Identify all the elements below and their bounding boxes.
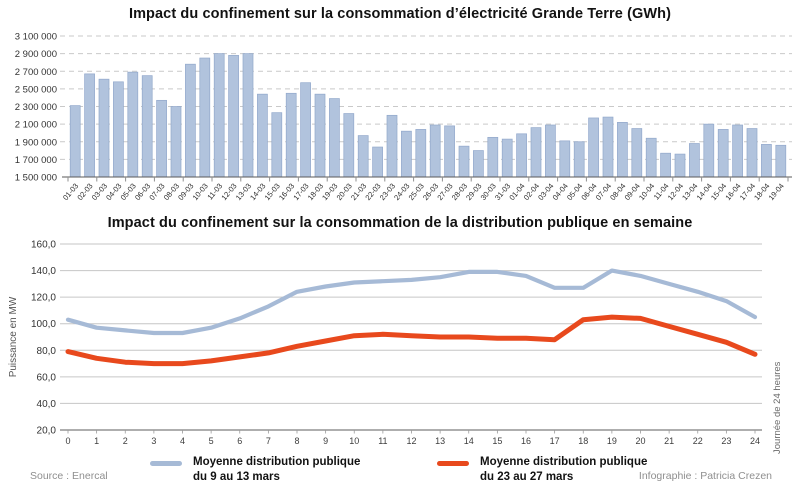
x-tick-label: 16-04: [723, 181, 743, 202]
source-text: Source : Enercal: [30, 470, 108, 482]
y-tick-label: 60,0: [36, 372, 56, 384]
bar: [315, 94, 325, 177]
x-tick-label: 18-04: [752, 181, 772, 202]
bar: [229, 55, 239, 177]
x-tick-label: 07-04: [593, 181, 614, 202]
legend-line-2: du 9 au 13 mars: [193, 470, 280, 483]
x-tick-label: 17-04: [737, 181, 758, 202]
x-tick-label: 05-03: [118, 181, 138, 202]
x-tick-label: 17: [549, 436, 560, 446]
x-tick-label: 12: [406, 436, 417, 446]
bar: [85, 74, 95, 177]
x-tick-label: 23-03: [377, 181, 398, 202]
legend-line-1: Moyenne distribution publique: [193, 456, 361, 468]
x-tick-label: 06-03: [133, 181, 153, 202]
y-tick-label: 100,0: [30, 319, 56, 331]
x-tick-label: 24-03: [392, 181, 412, 202]
bar: [632, 129, 642, 177]
y-tick-label: 2 300 000: [14, 102, 57, 113]
x-tick-label: 10: [349, 436, 360, 446]
bar: [344, 114, 354, 177]
x-tick-label: 10-03: [190, 181, 210, 202]
bar: [113, 82, 123, 177]
bar: [185, 64, 195, 177]
bar: [401, 131, 411, 177]
right-axis-note: Journée de 24 heures: [772, 361, 783, 454]
bar: [99, 79, 109, 177]
bar: [517, 134, 527, 177]
bar: [718, 129, 728, 177]
y-tick-label: 1 500 000: [14, 172, 57, 184]
x-tick-label: 08-03: [161, 181, 182, 202]
x-tick-label: 04-03: [104, 181, 124, 202]
x-tick-label: 6: [237, 436, 243, 446]
x-tick-label: 13-04: [680, 181, 700, 202]
legend-item-mars-23-27: [437, 455, 647, 485]
credit-text: Infographie : Patricia Crezen: [638, 470, 772, 482]
x-tick-label: 15: [492, 436, 503, 446]
x-tick-label: 11-04: [651, 181, 671, 202]
bar: [301, 83, 311, 177]
legend-label-mars-23-27: [480, 455, 647, 485]
y-tick-label: 40,0: [36, 398, 56, 410]
y-tick-label: 80,0: [36, 345, 56, 357]
bar-chart-svg: [0, 0, 800, 212]
bar: [704, 124, 714, 177]
x-tick-label: 01-04: [507, 181, 527, 202]
bar: [545, 125, 555, 177]
x-tick-label: 02-03: [75, 181, 95, 202]
x-tick-label: 31-03: [493, 181, 513, 202]
bar: [459, 146, 469, 177]
bar: [589, 118, 599, 177]
x-tick-label: 24: [749, 436, 761, 446]
x-tick-label: 10-04: [637, 181, 657, 202]
x-tick-label: 27-03: [435, 181, 455, 202]
x-tick-label: 21: [664, 436, 675, 446]
x-tick-label: 09-04: [622, 181, 642, 202]
x-tick-label: 14-04: [694, 181, 714, 202]
bar: [200, 58, 210, 177]
x-tick-label: 1: [94, 436, 100, 446]
y-tick-label: 1 900 000: [14, 137, 57, 149]
x-tick-label: 11-03: [205, 181, 225, 202]
bar: [617, 122, 627, 177]
bar: [70, 106, 80, 177]
x-tick-label: 3: [151, 436, 157, 446]
bar: [733, 125, 743, 177]
y-tick-label: 140,0: [30, 266, 56, 278]
x-tick-label: 03-03: [89, 181, 110, 202]
bar: [761, 144, 771, 177]
y-tick-label: 20,0: [36, 425, 56, 437]
bar: [257, 94, 267, 177]
bar: [171, 107, 181, 178]
x-tick-label: 26-03: [421, 181, 441, 202]
bar: [488, 137, 498, 177]
x-tick-label: 15-04: [709, 181, 729, 202]
bar: [689, 144, 699, 177]
y-tick-label: 2 900 000: [14, 49, 57, 61]
x-tick-label: 13-03: [233, 181, 254, 202]
x-tick-label: 18: [578, 436, 589, 446]
x-tick-label: 30-03: [478, 181, 498, 202]
x-tick-label: 09-03: [176, 181, 196, 202]
x-tick-label: 19-03: [320, 181, 340, 202]
bar: [560, 141, 570, 177]
bar: [430, 125, 440, 177]
x-tick-label: 16: [520, 436, 532, 446]
x-tick-label: 19-04: [766, 181, 786, 202]
bar: [373, 147, 383, 177]
y-tick-label: 1 700 000: [14, 154, 57, 166]
bar: [747, 129, 757, 177]
x-tick-label: 23: [721, 436, 732, 446]
x-tick-label: 11: [378, 436, 388, 446]
legend-label-mars-9-13: [193, 455, 360, 485]
bar: [574, 142, 584, 177]
y-tick-label: 2 500 000: [14, 84, 57, 96]
bar: [157, 100, 167, 177]
x-tick-label: 9: [323, 436, 329, 446]
bar: [473, 151, 483, 177]
y-tick-label: 160,0: [30, 239, 56, 251]
bar: [358, 136, 368, 177]
legend-item-mars-9-13: [150, 455, 360, 485]
bar: [531, 128, 541, 177]
x-tick-label: 03-04: [536, 181, 556, 202]
blue-line-swatch: [150, 461, 182, 466]
bar: [142, 76, 152, 177]
x-tick-label: 08-04: [608, 181, 628, 202]
bar: [646, 138, 656, 177]
x-tick-label: 20: [635, 436, 646, 446]
line-chart-svg: [0, 212, 800, 492]
y-tick-label: 2 700 000: [14, 66, 57, 78]
y-tick-label: 120,0: [30, 292, 56, 304]
x-tick-label: 2: [122, 436, 128, 446]
x-tick-label: 29-03: [464, 181, 484, 202]
x-tick-label: 13: [435, 436, 446, 446]
x-tick-label: 02-04: [521, 181, 542, 202]
bar: [243, 54, 253, 177]
x-tick-label: 7: [265, 436, 271, 446]
x-tick-label: 22: [692, 436, 703, 446]
bar: [329, 99, 339, 177]
x-tick-label: 07-03: [147, 181, 167, 202]
bar: [272, 113, 282, 177]
legend-line-2: du 23 au 27 mars: [480, 470, 574, 483]
x-tick-label: 4: [179, 436, 186, 446]
y-tick-label: 3 100 000: [14, 31, 57, 43]
bar: [675, 154, 685, 177]
bar: [661, 153, 671, 177]
x-tick-label: 14: [463, 436, 474, 446]
x-tick-label: 17-03: [291, 181, 311, 202]
x-tick-label: 14-03: [248, 181, 268, 202]
bar: [502, 139, 512, 177]
y-tick-label: 2 100 000: [14, 119, 57, 131]
x-tick-label: 01-03: [61, 181, 81, 202]
bar: [286, 93, 296, 177]
x-tick-label: 22-03: [363, 181, 383, 202]
x-tick-label: 12-03: [219, 181, 239, 202]
bar: [416, 129, 426, 177]
x-tick-label: 28-03: [449, 181, 470, 202]
x-tick-label: 16-03: [277, 181, 297, 202]
x-tick-label: 05-04: [565, 181, 585, 202]
line-chart-title: Impact du confinement sur la consommation de la distribution publique en semaine: [107, 215, 693, 231]
bar: [214, 54, 224, 177]
x-tick-label: 06-04: [579, 181, 599, 202]
bar-chart-title: Impact du confinement sur la consommation d’électricité Grande Terre (GWh): [128, 6, 672, 22]
bar: [387, 115, 397, 177]
y-axis-label: Puissance en MW: [8, 296, 19, 378]
bar: [776, 145, 786, 177]
bar: [445, 126, 455, 177]
x-tick-label: 20-03: [334, 181, 354, 202]
x-tick-label: 25-03: [406, 181, 426, 202]
x-tick-label: 15-03: [262, 181, 282, 202]
x-tick-label: 0: [65, 436, 71, 446]
orange-line-swatch: [437, 461, 469, 466]
x-tick-label: 5: [208, 436, 214, 446]
x-tick-label: 04-04: [550, 181, 570, 202]
x-tick-label: 8: [294, 436, 300, 446]
legend-line-1: Moyenne distribution publique: [480, 456, 648, 468]
bar: [603, 117, 613, 177]
x-tick-label: 12-04: [665, 181, 686, 202]
bar: [128, 72, 138, 177]
x-tick-label: 21-03: [349, 181, 369, 202]
x-tick-label: 18-03: [305, 181, 326, 202]
x-tick-label: 19: [606, 436, 617, 446]
